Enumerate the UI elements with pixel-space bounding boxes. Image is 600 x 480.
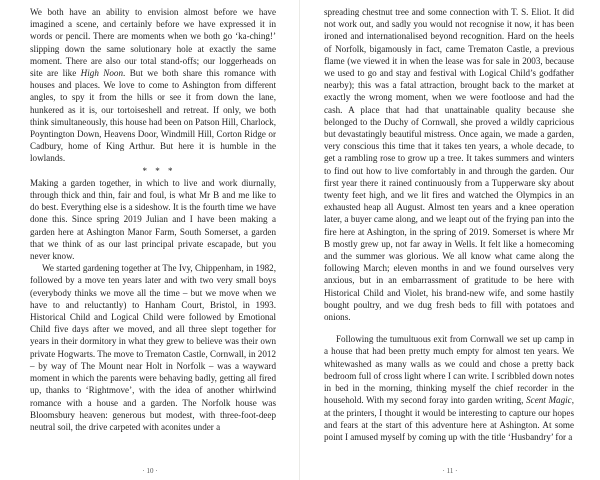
paragraph: spreading chestnut tree and some connection with T. S. Eliot. It did not work out, and sadly you would not recognise it now, it has been ironed and internationalised beyond recognition. Hard on the heels of Norfolk, bigamously in fact, came Trematon Castle, a previous flame (we viewed it in when the lease was for sale in 2003, because we used to go and stay and festival with Logical Child’s godfather nearby); this was a fatal attraction, brought back to the market at exactly the wrong moment, when we were footloose and had the cash. A place that had that unattainable quality because she belonged to the Duchy of Cornwall, she proved a wildly capricious but devastatingly beautiful mistress. Once again, we made a garden, very conscious this time that it takes ten years, a whole decade, to get a rambling rose to grow up a tree. It takes summers and winters to find out how to live comfortably in and through the garden. Our first year there it rained continuously from a Tupperware sky about twenty feet high, and we lit fires and watched the Olympics in an exhausted heap all August. Almost ten years and a knee operation later, a buyer came along, and we leapt out of the frying pan into the fire here at Ashington, in the spring of 2019. Somerset is where Mr B mostly grew up, not far away in Wells. It felt like a homecoming and the summer was glorious. We all know what came along the following March; eleven months in and we found ourselves very anxious, but in an embarrassment of gratitude to be here with Historical Child and Violet, his brand-new wife, and some hastily bought poultry, and we dug fresh beds to fill with potatoes and onions. [324, 7, 574, 323]
paragraph: We started gardening together at The Ivy, Chippenham, in 1982, followed by a move ten years later and with two very small boys (everybody thinks we move all the time – but we move when we have to and reluctantly) to Hanham Court, Bristol, in 1993. Historical Child and Logical Child were followed by Emotional Child five days after we moved, and all three slept together for years in their dormitory in what they grew to believe was their own private Hogwarts. The move to Trematon Castle, Cornwall, in 2012 – by way of The Mount near Holt in Norfolk – was a wayward moment in which the parents were behaving badly, getting all fired up, thanks to ‘Rightmove’, with the idea of another whirlwind romance with a house and a garden. The Norfolk house was Bloomsbury heaven: generous but modest, with three-foot-deep neutral soil, the drive carpeted with aconites under a [30, 263, 276, 432]
paragraph: Making a garden together, in which to live and work diurnally, through thick and thin, fair and foul, is what Mr B and me like to do best. Everything else is a sideshow. It is the fourth time we have done this. Since spring 2019 Julian and I have been making a garden here at Ashington Manor Farm, South Somerset, a garden that we think of as our last principal private escapade, but you never know. [30, 177, 276, 262]
left-page-text [30, 6, 276, 433]
paragraph: We both have an ability to envision almost before we have imagined a scene, and certainly before we have expressed it in words or pencil. There are moments when we both go ‘ka-ching!’ slipping down the same solutionary hole at exactly the same moment. There are also our total stand-offs; our loggerheads on site are like High Noon. But we both share this romance with houses and places. We love to come to Ashington from different angles, to spy it from the hills or see it from down the lane, hunkered as it is, our tortoiseshell and retreat. If only, we both think simultaneously, this house had been on Patson Hill, Charlock, Poyntington Down, Heavens Door, Windmill Hill, Corton Ridge or Cadbury, home of King Arthur. But here it is humble in the lowlands. [30, 7, 276, 164]
page-number: · 11 · [442, 467, 458, 475]
right-page-text [324, 6, 574, 443]
paragraph: Following the tumultuous exit from Cornwall we set up camp in a house that had been pretty much empty for almost ten years. We whitewashed as many walls as we could and chose a pretty back bedroom full of cross light where I can write. I scribbled down notes in bed in the morning, thinking myself the chief recorder in the household. With my second foray into garden writing, Scent Magic, at the printers, I thought it would be interesting to capture our hopes and fears at the start of this adventure here at Ashington. At some point I amused myself by coming up with the title ‘Husbandry’ for a [324, 334, 574, 442]
page-number: · 10 · [142, 467, 158, 475]
section-break: * * * [142, 165, 176, 176]
right-page [300, 0, 600, 480]
